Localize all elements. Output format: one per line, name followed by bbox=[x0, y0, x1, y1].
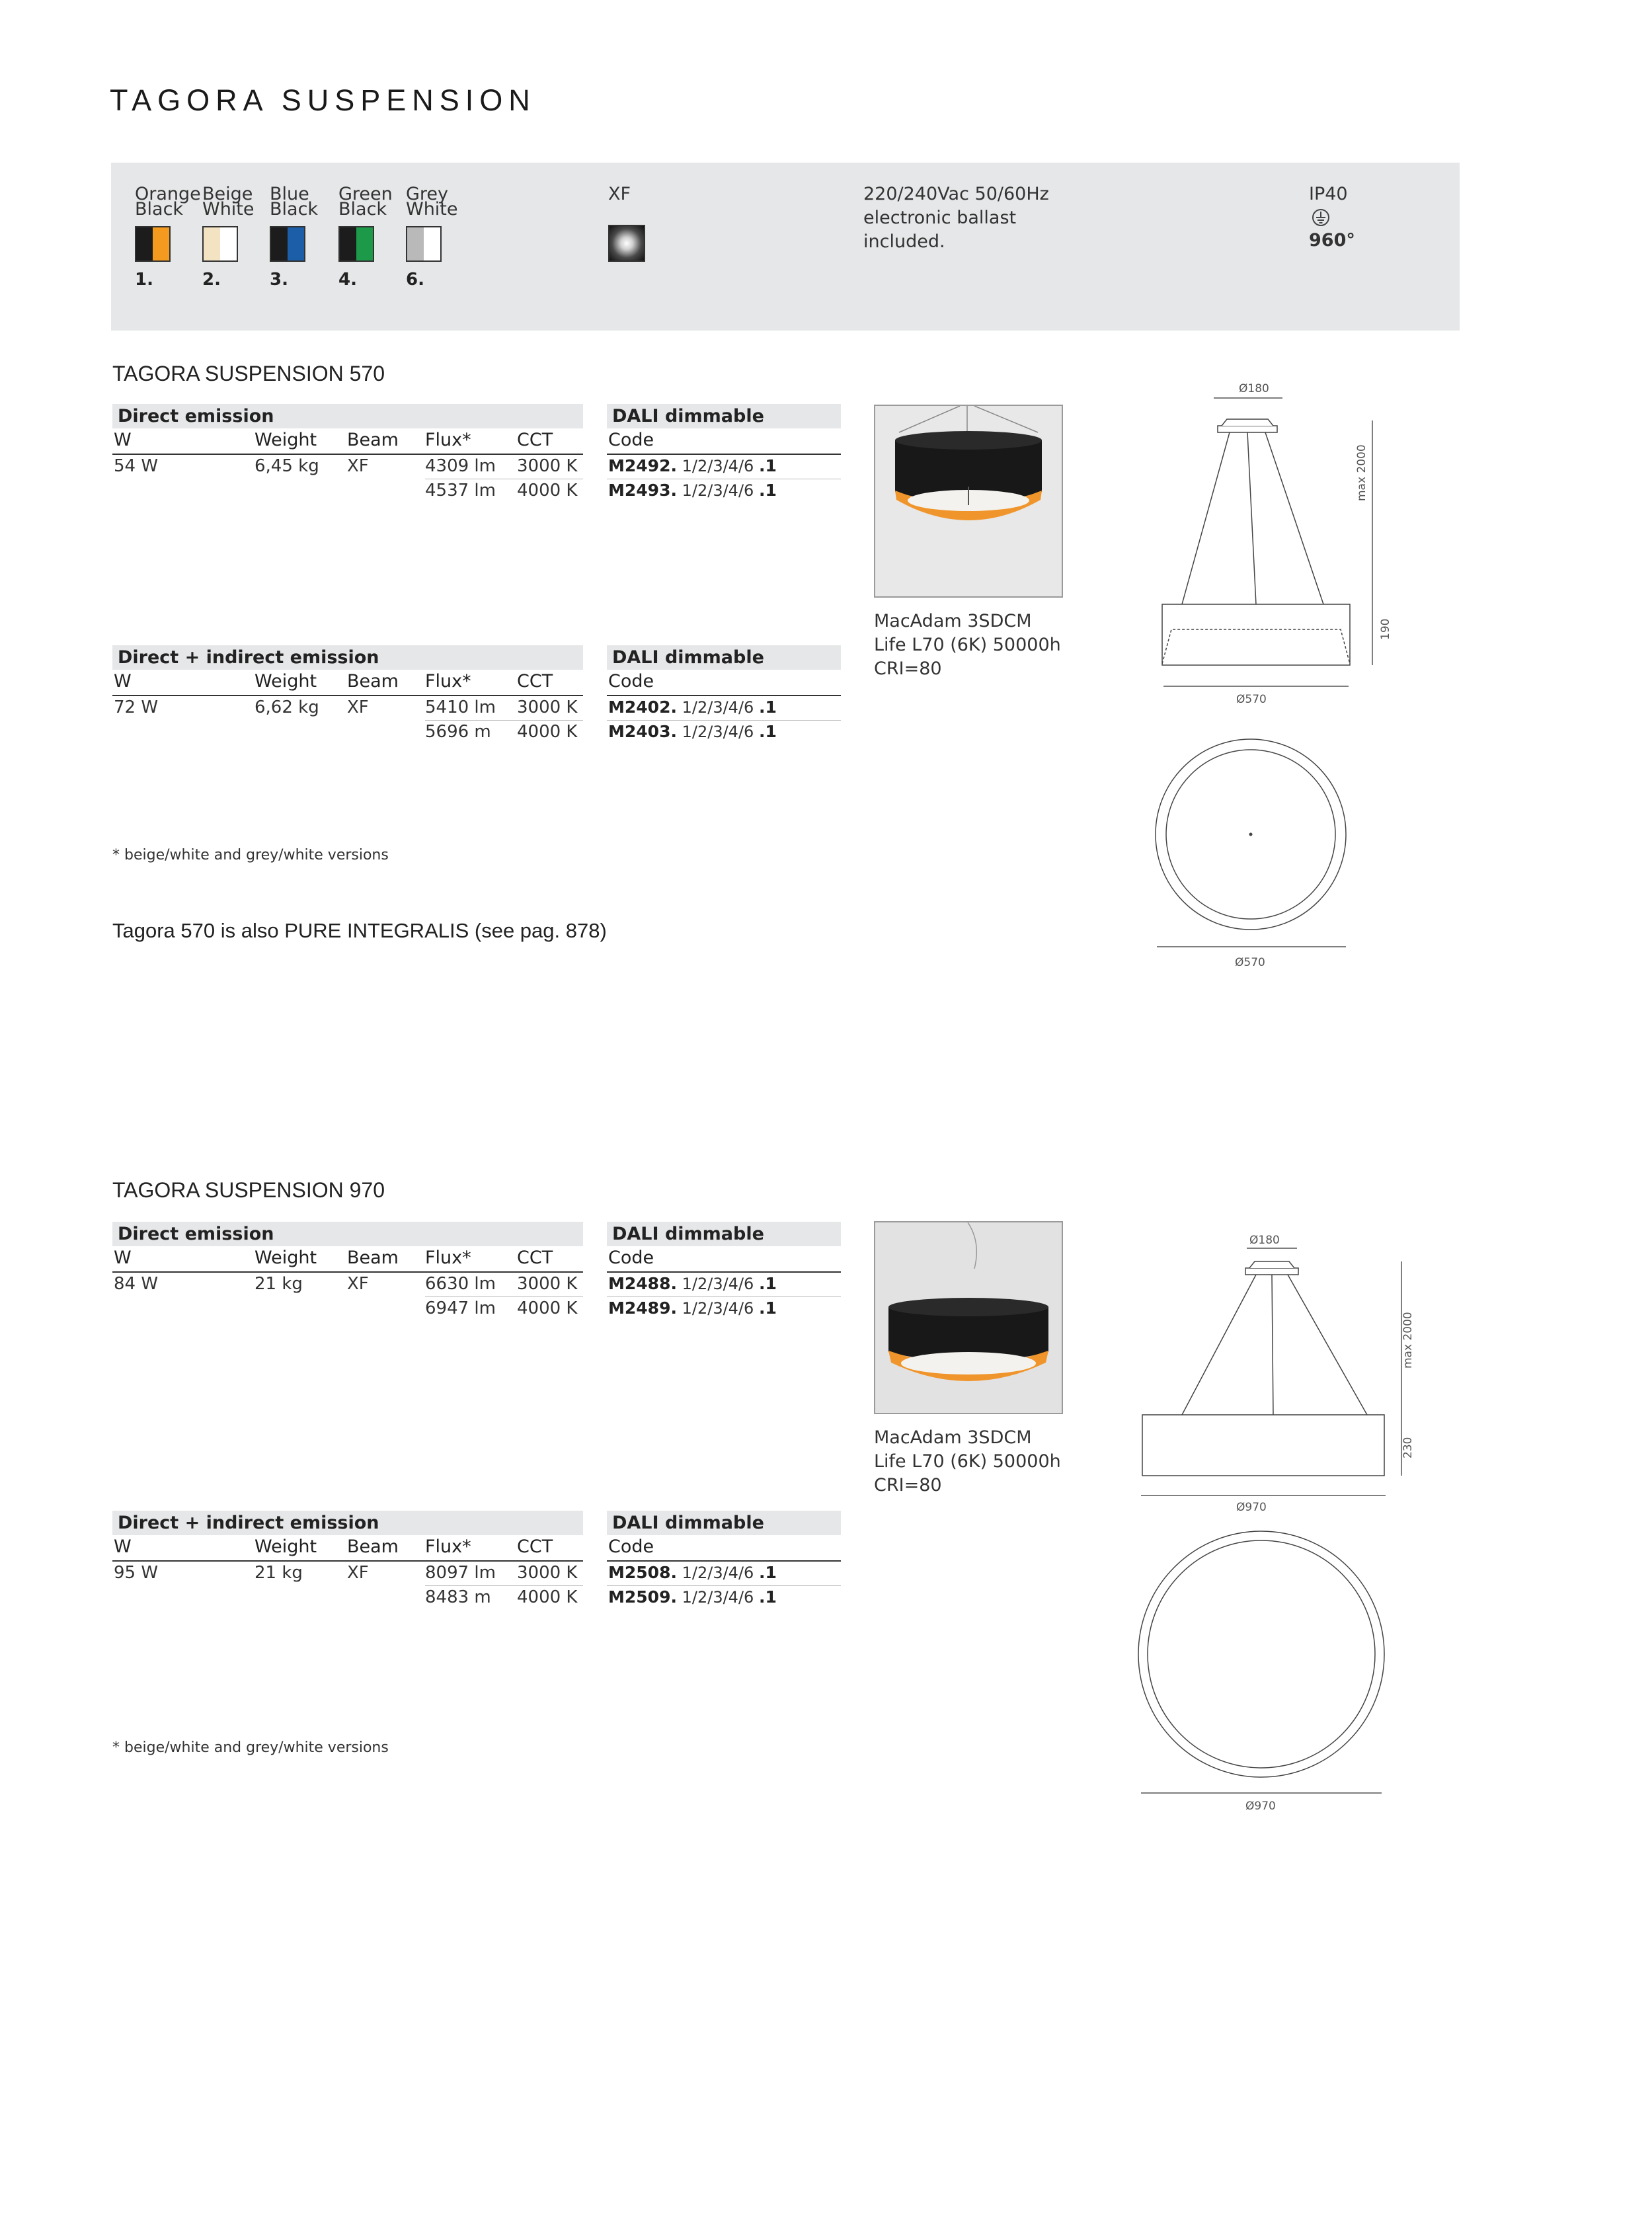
table-rule bbox=[607, 1271, 841, 1273]
indirect-emission-header-970: Direct + indirect emission bbox=[112, 1511, 583, 1535]
table-rule bbox=[607, 695, 841, 696]
table-rule bbox=[607, 1560, 841, 1562]
table-rule bbox=[112, 454, 583, 455]
color-label-3: Blue Black bbox=[270, 184, 319, 219]
product-photo-570 bbox=[874, 405, 1063, 598]
cell-cct: 4000 K bbox=[517, 722, 578, 742]
product-code: M2492. 1/2/3/4/6 .1 bbox=[608, 456, 777, 475]
color-swatch-6 bbox=[406, 226, 442, 262]
col-cct: CCT bbox=[517, 1248, 553, 1268]
cell-flux: 5696 m bbox=[425, 722, 491, 742]
dim-diameter-970: Ø970 bbox=[1236, 1501, 1267, 1514]
cell-w: 54 W bbox=[114, 456, 159, 476]
cell-beam: XF bbox=[347, 1563, 369, 1583]
dim-canopy-970: Ø180 bbox=[1249, 1234, 1280, 1247]
direct-emission-header-570: Direct emission bbox=[112, 404, 583, 428]
cell-cct: 3000 K bbox=[517, 456, 578, 476]
cell-w: 95 W bbox=[114, 1563, 159, 1583]
table-rule bbox=[425, 1585, 583, 1586]
cell-beam: XF bbox=[347, 456, 369, 476]
dim-canopy-570: Ø180 bbox=[1239, 382, 1269, 395]
cell-weight: 6,45 kg bbox=[255, 456, 319, 476]
cell-cct: 4000 K bbox=[517, 1298, 578, 1318]
cell-cct: 4000 K bbox=[517, 481, 578, 500]
color-number-1: 1. bbox=[135, 270, 153, 290]
section-title-570: TAGORA SUSPENSION 570 bbox=[112, 362, 385, 385]
color-label-4: Green Black bbox=[338, 184, 393, 219]
cell-w: 72 W bbox=[114, 697, 159, 717]
col-beam: Beam bbox=[347, 1248, 399, 1268]
col-flux: Flux* bbox=[425, 1248, 471, 1268]
col-weight: Weight bbox=[255, 430, 317, 450]
dim-plan-diameter-570: Ø570 bbox=[1235, 956, 1265, 969]
cell-flux: 4537 lm bbox=[425, 481, 496, 500]
beam-xf-icon bbox=[608, 225, 645, 262]
table-rule bbox=[112, 1560, 583, 1562]
table-rule bbox=[112, 1271, 583, 1273]
cell-flux: 6630 lm bbox=[425, 1274, 496, 1294]
color-swatch-1 bbox=[135, 226, 171, 262]
col-code: Code bbox=[608, 671, 654, 692]
integralis-note: Tagora 570 is also PURE INTEGRALIS (see pag. 878) bbox=[112, 919, 607, 942]
earth-icon bbox=[1311, 208, 1331, 227]
color-label-1: Orange Black bbox=[135, 184, 201, 219]
product-code: M2488. 1/2/3/4/6 .1 bbox=[608, 1274, 777, 1293]
table-rule bbox=[607, 1296, 841, 1297]
product-code: M2493. 1/2/3/4/6 .1 bbox=[608, 481, 777, 500]
col-weight: Weight bbox=[255, 1536, 317, 1557]
elevation-drawing-570 bbox=[1150, 377, 1415, 721]
dim-cable-970: max 2000 bbox=[1401, 1312, 1415, 1369]
photometric-info-570: MacAdam 3SDCM Life L70 (6K) 50000h CRI=80 bbox=[874, 611, 1061, 679]
color-number-6: 6. bbox=[406, 270, 424, 290]
cell-beam: XF bbox=[347, 697, 369, 717]
product-code: M2402. 1/2/3/4/6 .1 bbox=[608, 697, 777, 717]
col-code: Code bbox=[608, 1536, 654, 1557]
cell-beam: XF bbox=[347, 1274, 369, 1294]
dali-header-570-direct: DALI dimmable bbox=[607, 404, 841, 428]
cell-weight: 6,62 kg bbox=[255, 697, 319, 717]
power-spec: 220/240Vac 50/60Hz electronic ballast included. bbox=[863, 184, 1049, 252]
col-w: W bbox=[114, 671, 132, 692]
col-flux: Flux* bbox=[425, 1536, 471, 1557]
beam-label: XF bbox=[608, 184, 631, 204]
direct-emission-header-970: Direct emission bbox=[112, 1222, 583, 1246]
cell-weight: 21 kg bbox=[255, 1274, 303, 1294]
col-weight: Weight bbox=[255, 671, 317, 692]
cell-weight: 21 kg bbox=[255, 1563, 303, 1583]
cell-flux: 8483 m bbox=[425, 1587, 491, 1607]
color-label-6: Grey White bbox=[406, 184, 458, 219]
cell-flux: 8097 lm bbox=[425, 1563, 496, 1583]
table-rule bbox=[425, 720, 583, 721]
color-number-4: 4. bbox=[338, 270, 357, 290]
cell-cct: 3000 K bbox=[517, 1274, 578, 1294]
table-rule bbox=[425, 1296, 583, 1297]
color-swatch-2 bbox=[202, 226, 238, 262]
product-code: M2508. 1/2/3/4/6 .1 bbox=[608, 1563, 777, 1582]
footnote-970: * beige/white and grey/white versions bbox=[112, 1739, 389, 1756]
dim-height-570: 190 bbox=[1379, 618, 1392, 640]
col-weight: Weight bbox=[255, 1248, 317, 1268]
cell-cct: 3000 K bbox=[517, 1563, 578, 1583]
plan-drawing-970 bbox=[1130, 1527, 1395, 1805]
color-label-2: Beige White bbox=[202, 184, 255, 219]
col-flux: Flux* bbox=[425, 430, 471, 450]
table-rule bbox=[607, 720, 841, 721]
col-cct: CCT bbox=[517, 671, 553, 692]
cell-cct: 4000 K bbox=[517, 1587, 578, 1607]
table-rule bbox=[607, 454, 841, 455]
col-beam: Beam bbox=[347, 430, 399, 450]
section-title-970: TAGORA SUSPENSION 970 bbox=[112, 1178, 385, 1202]
footnote-570: * beige/white and grey/white versions bbox=[112, 847, 389, 863]
col-cct: CCT bbox=[517, 1536, 553, 1557]
ip-rating: IP40 bbox=[1309, 184, 1348, 204]
cell-flux: 5410 lm bbox=[425, 697, 496, 717]
color-swatch-3 bbox=[270, 226, 305, 262]
elevation-drawing-970 bbox=[1124, 1230, 1428, 1514]
color-number-2: 2. bbox=[202, 270, 221, 290]
product-photo-970 bbox=[874, 1221, 1063, 1414]
page-title: TAGORA SUSPENSION bbox=[110, 83, 536, 117]
dali-header-970-indirect: DALI dimmable bbox=[607, 1511, 841, 1535]
col-flux: Flux* bbox=[425, 671, 471, 692]
product-code: M2489. 1/2/3/4/6 .1 bbox=[608, 1298, 777, 1318]
table-rule bbox=[112, 695, 583, 696]
dim-plan-diameter-970: Ø970 bbox=[1245, 1800, 1276, 1813]
col-beam: Beam bbox=[347, 1536, 399, 1557]
dali-header-570-indirect: DALI dimmable bbox=[607, 645, 841, 670]
col-code: Code bbox=[608, 1248, 654, 1268]
table-rule bbox=[607, 1585, 841, 1586]
col-code: Code bbox=[608, 430, 654, 450]
cell-w: 84 W bbox=[114, 1274, 159, 1294]
indirect-emission-header-570: Direct + indirect emission bbox=[112, 645, 583, 670]
plan-drawing-570 bbox=[1150, 734, 1362, 952]
product-code: M2403. 1/2/3/4/6 .1 bbox=[608, 722, 777, 741]
color-swatch-4 bbox=[338, 226, 374, 262]
dim-diameter-570: Ø570 bbox=[1236, 693, 1267, 706]
cell-flux: 6947 lm bbox=[425, 1298, 496, 1318]
dim-height-970: 230 bbox=[1401, 1437, 1415, 1458]
photometric-info-970: MacAdam 3SDCM Life L70 (6K) 50000h CRI=80 bbox=[874, 1427, 1061, 1495]
glow-wire-temp: 960° bbox=[1309, 230, 1355, 251]
cell-flux: 4309 lm bbox=[425, 456, 496, 476]
color-number-3: 3. bbox=[270, 270, 288, 290]
col-cct: CCT bbox=[517, 430, 553, 450]
dim-cable-570: max 2000 bbox=[1355, 444, 1368, 501]
col-w: W bbox=[114, 1248, 132, 1268]
col-beam: Beam bbox=[347, 671, 399, 692]
col-w: W bbox=[114, 430, 132, 450]
product-code: M2509. 1/2/3/4/6 .1 bbox=[608, 1587, 777, 1607]
dali-header-970-direct: DALI dimmable bbox=[607, 1222, 841, 1246]
col-w: W bbox=[114, 1536, 132, 1557]
cell-cct: 3000 K bbox=[517, 697, 578, 717]
